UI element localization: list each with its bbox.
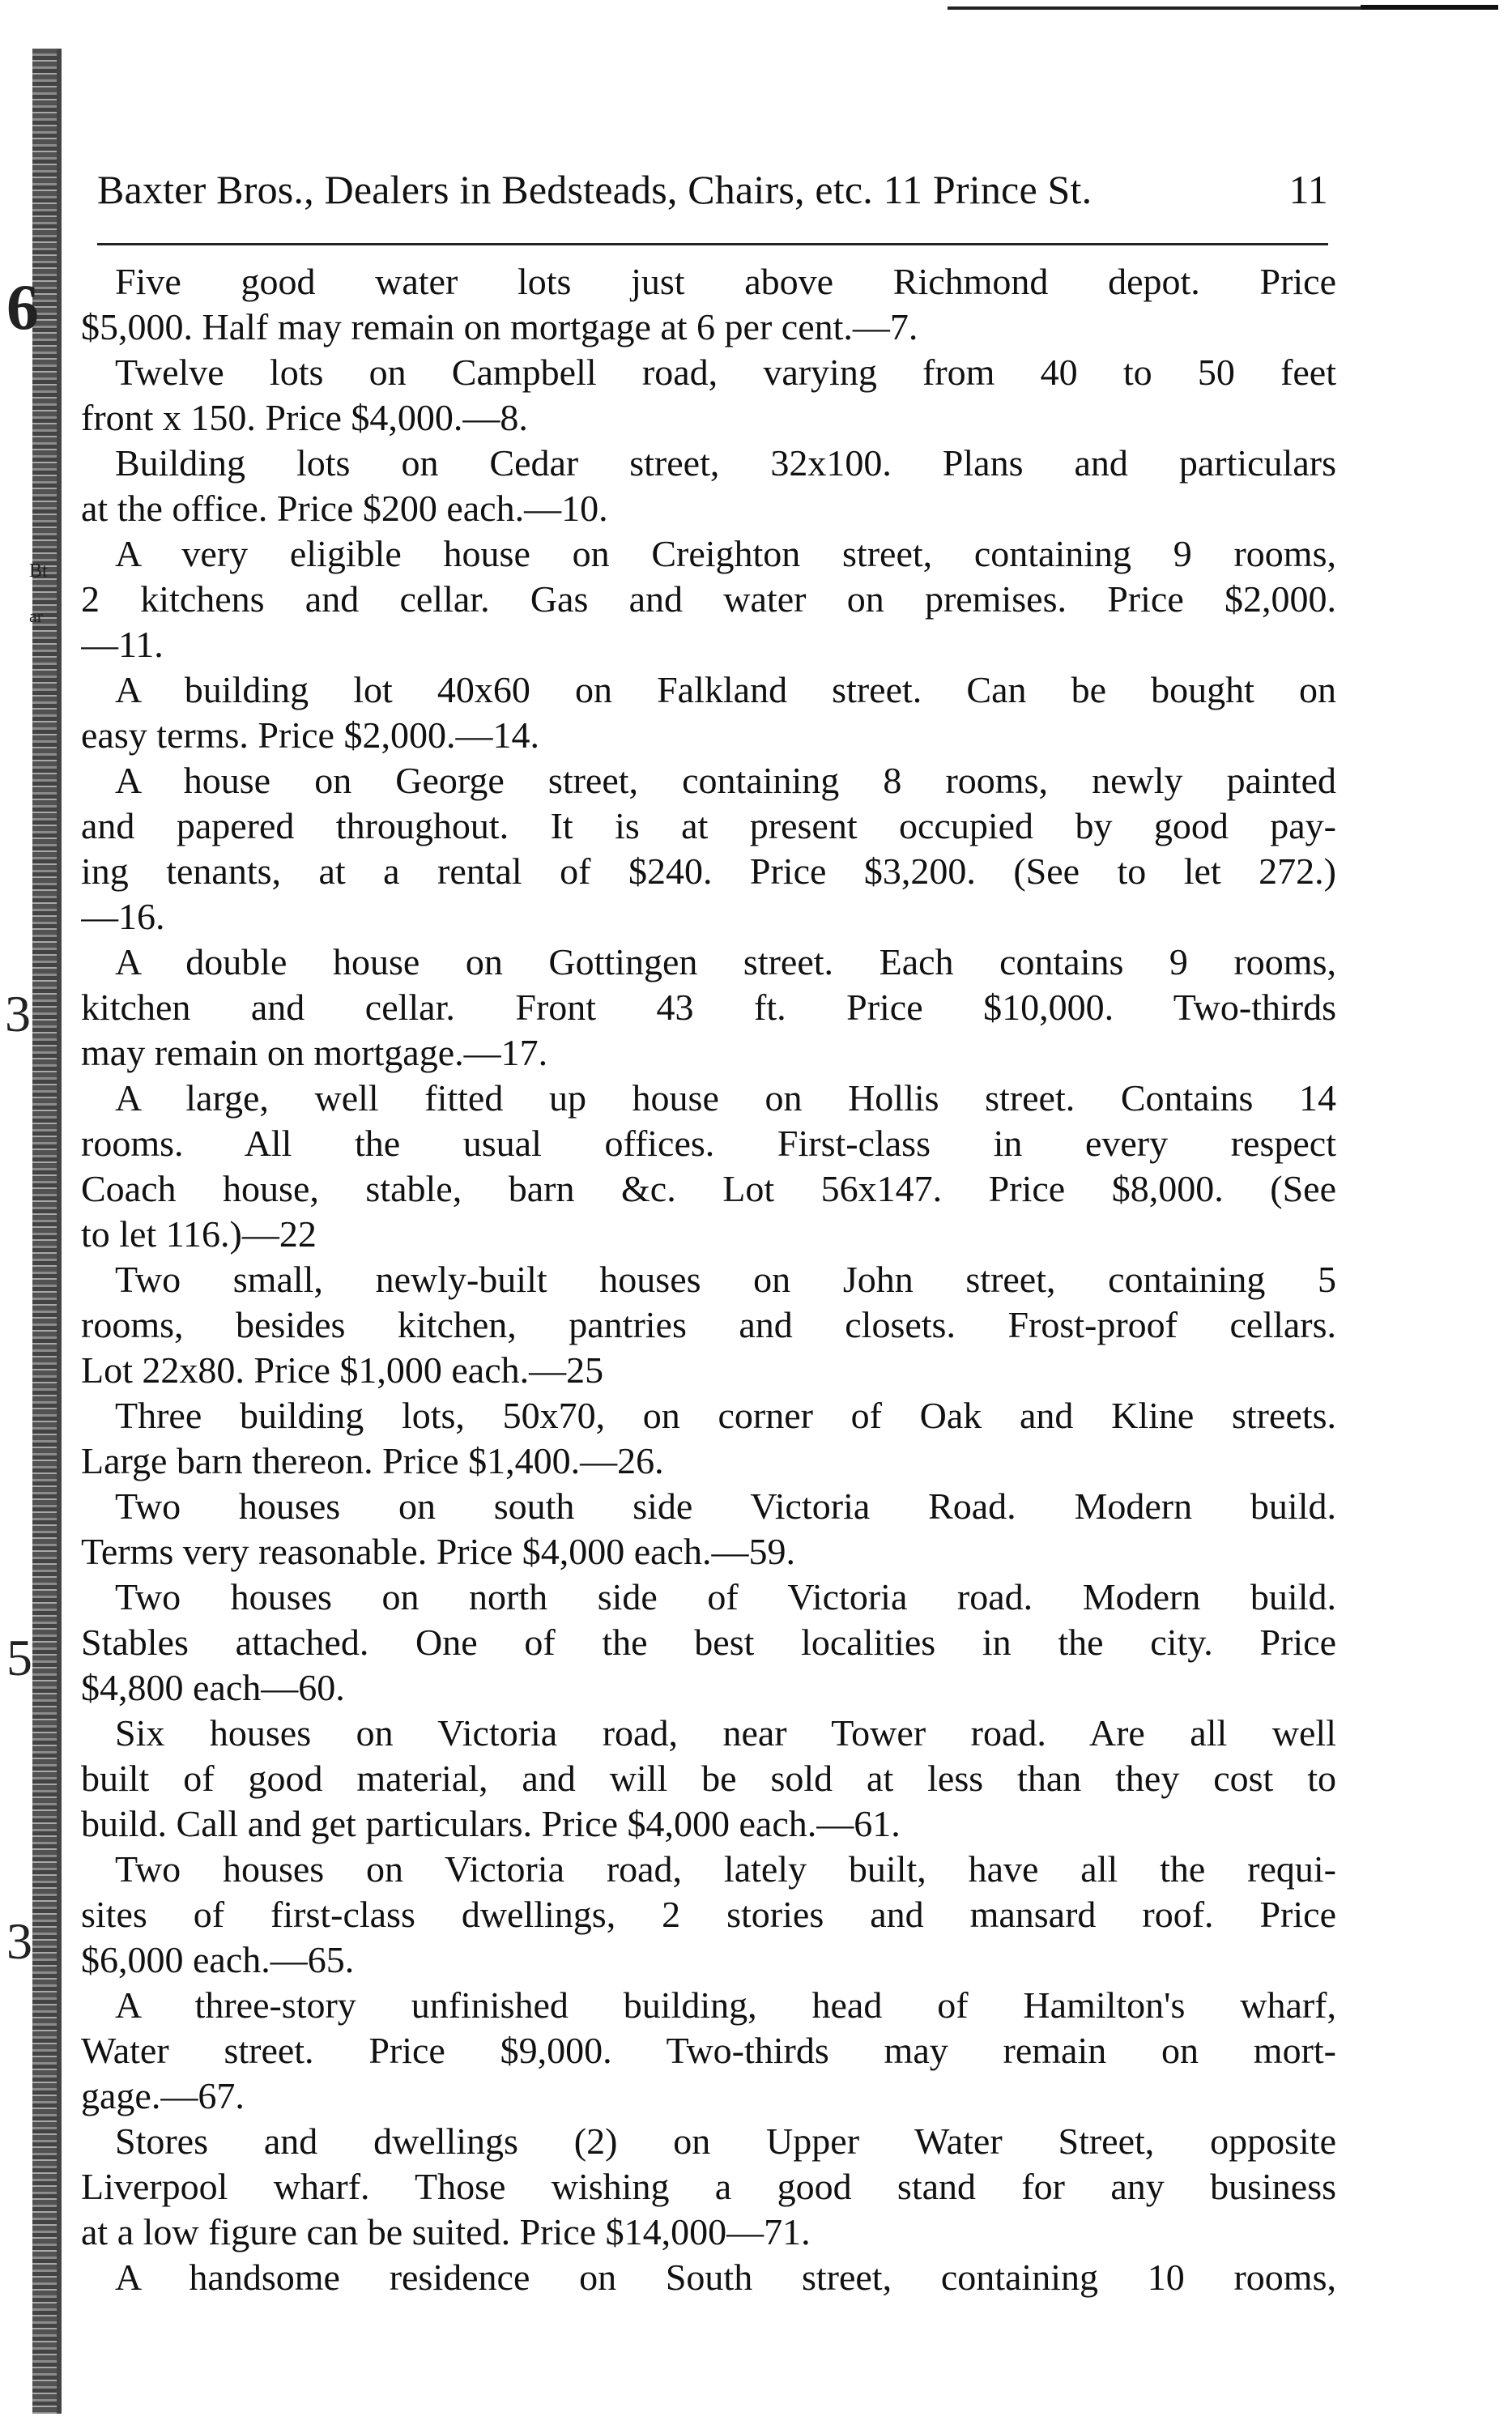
text-line: Large barn thereon. Price $1,400.—26. [81,1440,664,1481]
text-line: Two houses on north side of Victoria road. Modern build. [115,1576,1336,1617]
text-line: gage.—67. [81,2075,245,2116]
text-line: build. Call and get particulars. Price $4,000 each.—61. [81,1803,901,1844]
text-line: Five good water lots just above Richmond depot. Price [115,261,1336,302]
text-line: Water street. Price $9,000. Two-thirds may remain on mort- [81,2030,1336,2071]
text-line: A very eligible house on Creighton street, containing 9 rooms, [115,533,1336,574]
margin-mark: Bt [29,560,48,582]
text-line: Terms very reasonable. Price $4,000 each.—59. [81,1531,795,1572]
margin-mark: 6 [6,272,39,343]
text-line: A three-story unfinished building, head of Hamilton's wharf, [115,1984,1336,2026]
text-line: Stables attached. One of the best localities in the city. Price [81,1622,1336,1663]
text-line: Two houses on south side Victoria Road. Modern build. [115,1485,1336,1527]
binding-spine [32,49,57,2414]
listing-text [81,259,1336,2300]
margin-mark: 3 [6,1912,32,1970]
margin-mark: 3 [5,985,31,1042]
text-line: Six houses on Victoria road, near Tower road. Are all well [115,1712,1336,1754]
text-line: Two small, newly-built houses on John street, containing 5 [115,1259,1336,1300]
text-line: Twelve lots on Campbell road, varying from 40 to 50 feet [115,352,1336,393]
top-rule [948,6,1498,10]
text-line: rooms, besides kitchen, pantries and closets. Frost-proof cellars. [81,1304,1336,1345]
text-line: A double house on Gottingen street. Each contains 9 rooms, [115,941,1336,982]
text-line: may remain on mortgage.—17. [81,1032,548,1073]
text-line: Two houses on Victoria road, lately built, have all the requi- [115,1848,1336,1890]
text-line: ing tenants, at a rental of $240. Price $3,200. (See to let 272.) [81,850,1336,892]
text-line: to let 116.)—22 [81,1213,317,1255]
text-line: Three building lots, 50x70, on corner of Oak and Kline streets. [115,1395,1336,1436]
text-line: built of good material, and will be sold at less than they cost to [81,1758,1336,1799]
text-line: front x 150. Price $4,000.—8. [81,397,528,438]
text-line: A handsome residence on South street, containing 10 rooms, [115,2257,1336,2298]
text-line: A large, well fitted up house on Hollis street. Contains 14 [115,1077,1336,1119]
text-line: rooms. All the usual offices. First-class in every respect [81,1123,1336,1164]
margin-mark: ar [29,606,44,626]
text-line: A house on George street, containing 8 rooms, newly painted [115,760,1336,801]
text-line: A building lot 40x60 on Falkland street. Can be bought on [115,669,1336,710]
text-line: and papered throughout. It is at present occupied by good pay- [81,805,1336,846]
text-line: $6,000 each.—65. [81,1939,355,1980]
header-rule [97,243,1328,245]
running-header [97,166,1328,213]
text-line: Building lots on Cedar street, 32x100. Plans and particulars [115,442,1336,484]
page-number: 11 [1288,167,1328,212]
text-line: at the office. Price $200 each.—10. [81,488,608,529]
binding-edge [57,49,62,2414]
margin-mark: 5 [6,1629,32,1686]
text-line: —11. [81,624,164,665]
text-line: kitchen and cellar. Front 43 ft. Price $10,000. Two-thirds [81,987,1336,1028]
text-line: Lot 22x80. Price $1,000 each.—25 [81,1349,604,1391]
text-line: sites of first-class dwellings, 2 stories and mansard roof. Price [81,1894,1336,1935]
header-title: Baxter Bros., Dealers in Bedsteads, Chairs, etc. 11 Prince St. [97,167,1092,212]
text-line: Liverpool wharf. Those wishing a good stand for any business [81,2166,1336,2207]
text-line: 2 kitchens and cellar. Gas and water on premises. Price $2,000. [81,578,1336,620]
text-line: $5,000. Half may remain on mortgage at 6 per cent.—7. [81,306,918,347]
text-line: $4,800 each—60. [81,1667,345,1708]
text-line: Stores and dwellings (2) on Upper Water Street, opposite [115,2120,1336,2162]
text-line: Coach house, stable, barn &c. Lot 56x147. Price $8,000. (See [81,1168,1336,1209]
text-line: easy terms. Price $2,000.—14. [81,714,539,756]
text-line: —16. [81,896,165,937]
text-line: at a low figure can be suited. Price $14,000—71. [81,2211,811,2252]
